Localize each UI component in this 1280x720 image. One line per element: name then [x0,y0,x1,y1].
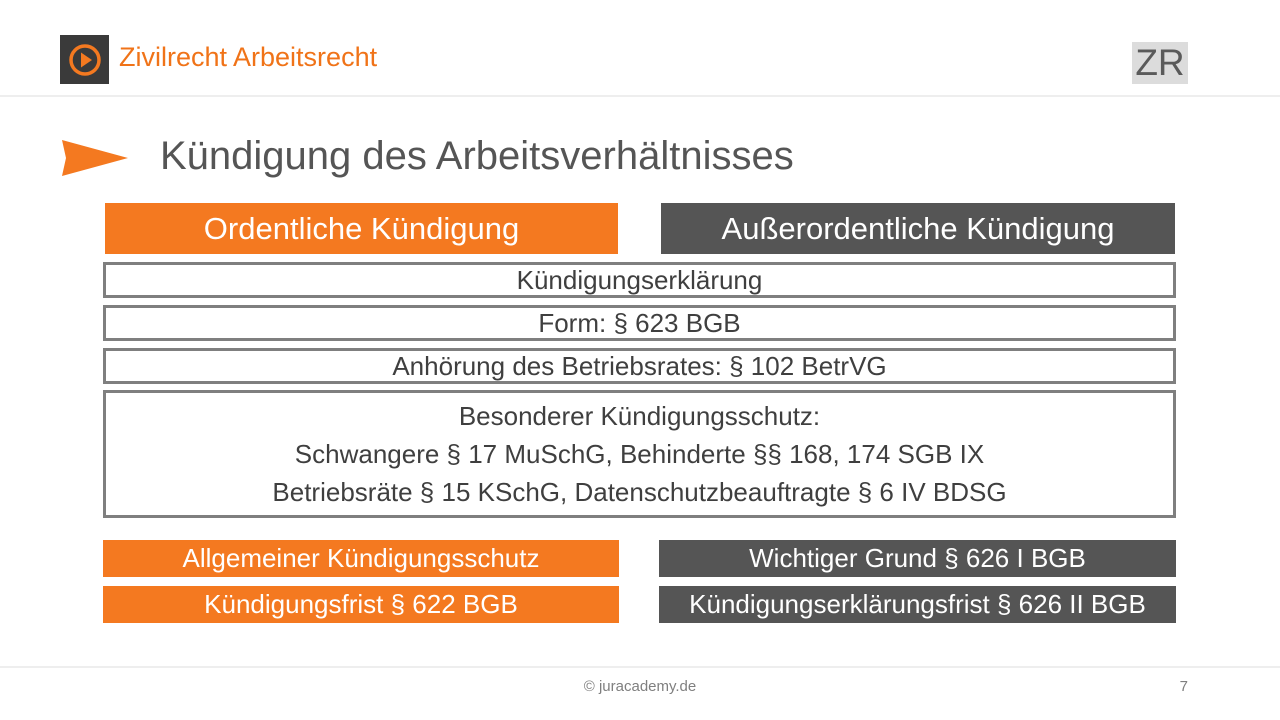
requirement-anhoerung-betriebsrat: Anhörung des Betriebsrates: § 102 BetrVG [103,348,1176,384]
wichtiger-grund-box: Wichtiger Grund § 626 I BGB [659,540,1176,577]
ausserordentliche-kuendigung-heading: Außerordentliche Kündigung [661,203,1175,254]
ordentliche-kuendigung-heading: Ordentliche Kündigung [105,203,618,254]
requirement-kuendigungserklaerung: Kündigungserklärung [103,262,1176,298]
play-circle-icon [68,43,102,77]
special-protection-heading: Besonderer Kündigungsschutz: [458,401,821,431]
page-title: Kündigung des Arbeitsverhältnisses [160,134,794,178]
footer-divider [0,666,1280,668]
header-divider [0,95,1280,97]
kuendigungsfrist-box: Kündigungsfrist § 622 BGB [103,586,619,623]
kuendigungserklaerungsfrist-box: Kündigungserklärungsfrist § 626 II BGB [659,586,1176,623]
brand-title: Zivilrecht Arbeitsrecht [119,42,378,72]
page-number: 7 [1179,678,1188,695]
logo [60,35,109,84]
section-badge: ZR [1132,42,1188,84]
footer-copyright: © juracademy.de [583,678,697,695]
special-protection-line: Betriebsräte § 15 KSchG, Datenschutzbeauftragte § 6 IV BDSG [272,477,1007,507]
requirement-form: Form: § 623 BGB [103,305,1176,341]
arrow-pointer-icon [62,140,128,176]
requirement-besonderer-kuendigungsschutz [103,390,1176,518]
allgemeiner-kuendigungsschutz-box: Allgemeiner Kündigungsschutz [103,540,619,577]
special-protection-line: Schwangere § 17 MuSchG, Behinderte §§ 168, 174 SGB IX [294,439,985,469]
